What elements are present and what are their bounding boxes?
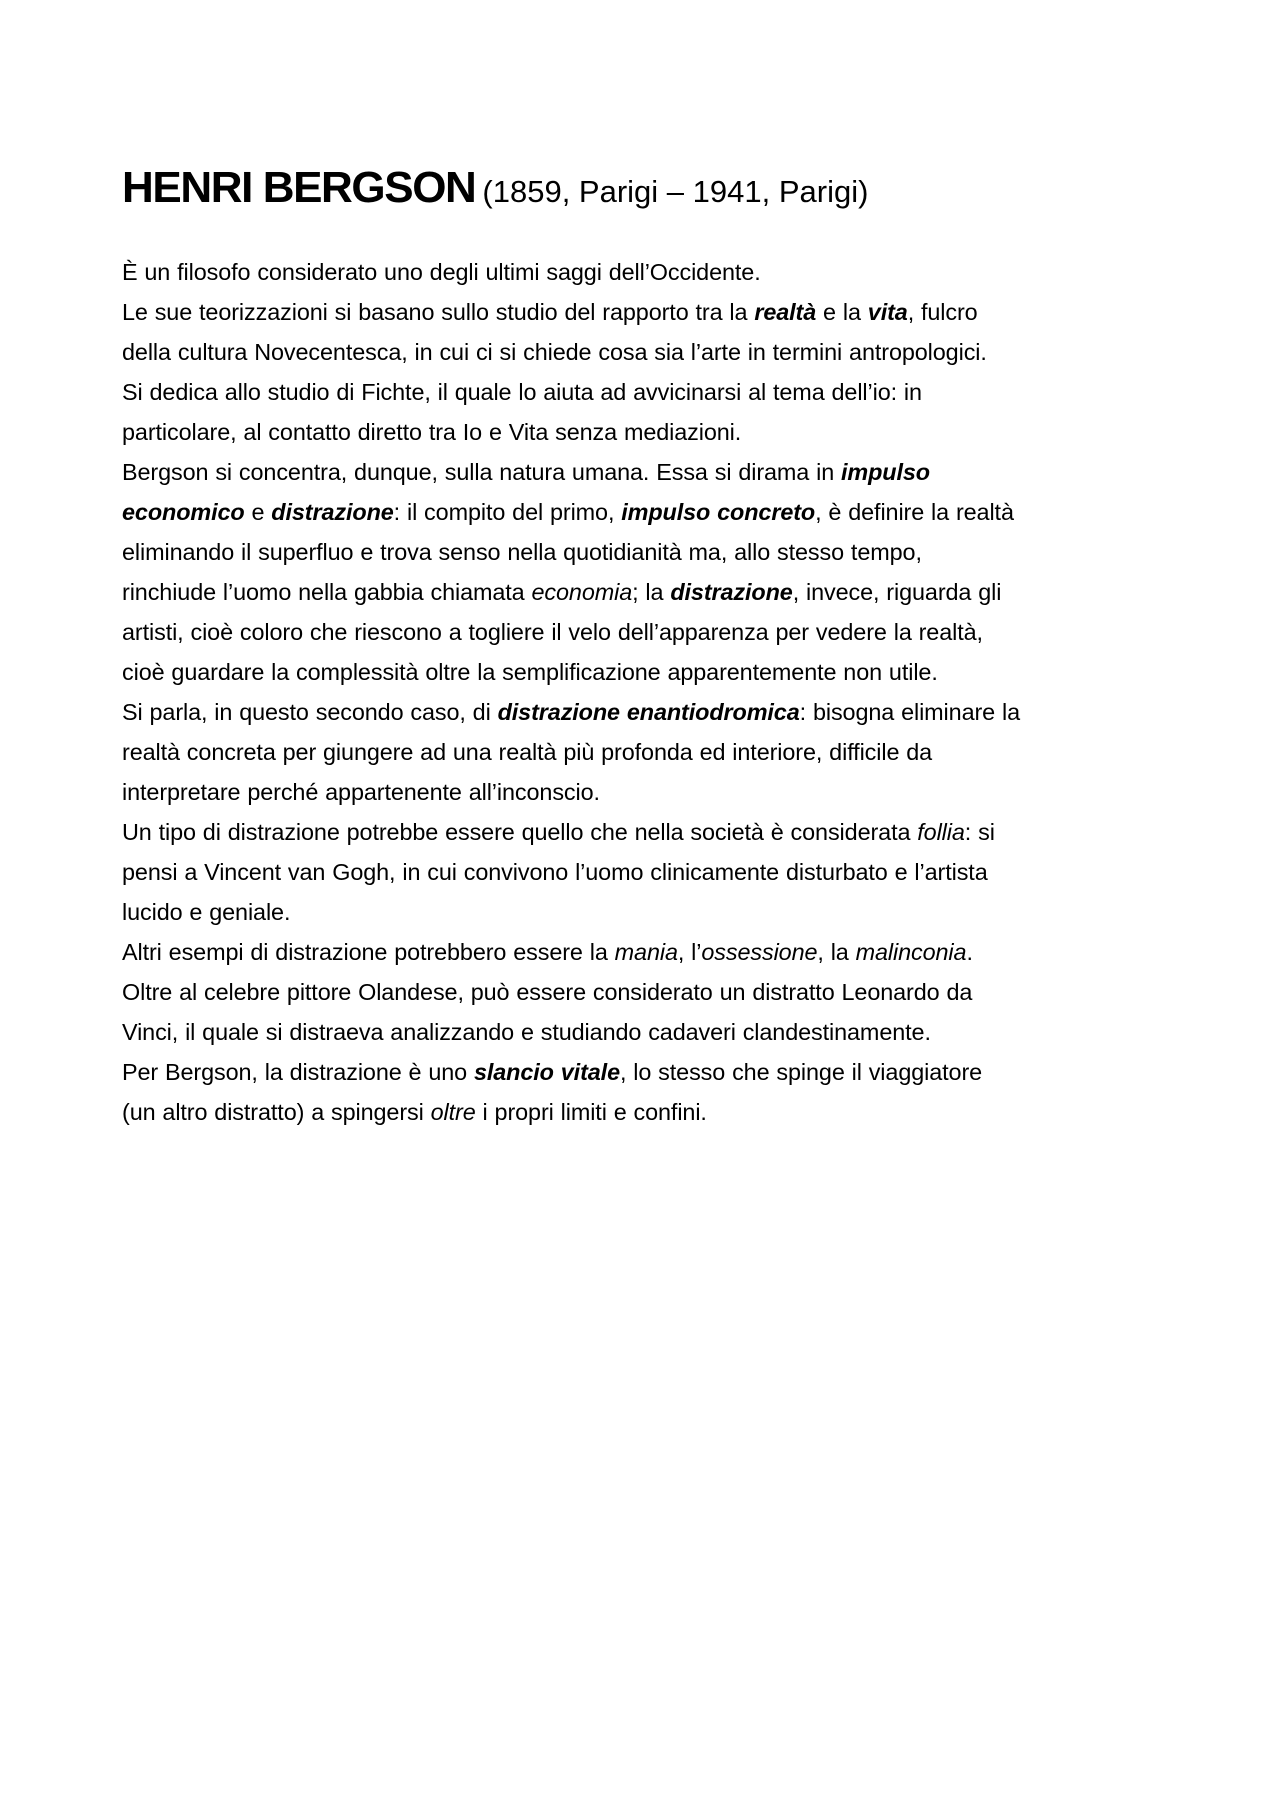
text-run: e [244,499,272,525]
text-line [122,612,1182,652]
emphasis-text: impulso [841,459,930,485]
bold-italic-run [754,299,816,325]
text-run: Oltre al celebre pittore Olandese, può essere considerato un distratto Leonardo da [122,979,973,1005]
text-run: Un tipo di distrazione potrebbe essere quello che nella società è considerata [122,819,918,845]
text-run: e la [816,299,868,325]
text-run: artisti, cioè coloro che riescono a togliere il velo dell’apparenza per vedere la realtà, [122,619,983,645]
italic-run: oltre [430,1099,476,1125]
text-run: della cultura Novecentesca, in cui ci si chiede cosa sia l’arte in termini antropologici. [122,339,987,365]
text-run: Si parla, in questo secondo caso, di [122,699,498,725]
emphasis-text: impulso concreto [621,499,816,525]
text-line [122,532,1182,572]
text-run: : il compito del primo, [393,499,622,525]
text-line [122,1092,1182,1132]
text-run: : bisogna eliminare la [799,699,1020,725]
text-line [122,972,1182,1012]
text-run: i propri limiti e confini. [475,1099,707,1125]
emphasis-text: distrazione [271,499,394,525]
emphasis-text: realtà [754,299,817,325]
document-page [122,160,1182,1132]
text-line [122,1052,1182,1092]
bold-italic-run [122,499,245,525]
text-line [122,292,1182,332]
text-line [122,492,1182,532]
text-line [122,332,1182,372]
emphasis-text: distrazione enantiodromica [497,699,800,725]
text-line [122,572,1182,612]
text-run: rinchiude l’uomo nella gabbia chiamata [122,579,532,605]
bold-italic-run [868,299,908,325]
text-line [122,732,1182,772]
document-body [122,252,1182,1132]
bold-italic-run [670,579,792,605]
text-run: Le sue teorizzazioni si basano sullo studio del rapporto tra la [122,299,755,325]
emphasis-text: vita [867,299,908,325]
text-run: cioè guardare la complessità oltre la semplificazione apparentemente non utile. [122,659,938,685]
bold-italic-run [474,1059,620,1085]
document-title [122,160,1182,226]
text-run: lucido e geniale. [122,899,291,925]
text-run: Vinci, il quale si distraeva analizzando e studiando cadaveri clandestinamente. [122,1019,931,1045]
text-run: realtà concreta per giungere ad una realtà più profonda ed interiore, difficile da [122,739,933,765]
text-run: , lo stesso che spinge il viaggiatore [619,1059,983,1085]
text-run: , l’ [677,939,702,965]
text-run: , è definire la realtà [815,499,1014,525]
italic-run: follia [917,819,965,845]
italic-run: mania [614,939,678,965]
title-dates: (1859, Parigi – 1941, Parigi) [482,174,869,209]
italic-run: ossessione [701,939,818,965]
text-run: , invece, riguarda gli [792,579,1002,605]
title-name: HENRI BERGSON [122,163,476,212]
text-line [122,452,1182,492]
text-run: : si [964,819,995,845]
text-run: pensi a Vincent van Gogh, in cui convivono l’uomo clinicamente disturbato e l’artista [122,859,988,885]
text-run: interpretare perché appartenente all’inconscio. [122,779,600,805]
text-run: particolare, al contatto diretto tra Io e Vita senza mediazioni. [122,419,742,445]
bold-italic-run [271,499,393,525]
emphasis-text: distrazione [670,579,793,605]
text-line [122,372,1182,412]
text-line [122,252,1182,292]
text-line [122,932,1182,972]
bold-italic-run [498,699,800,725]
text-run: , fulcro [907,299,978,325]
italic-run: economia [531,579,633,605]
text-run: Per Bergson, la distrazione è uno [122,1059,474,1085]
italic-run: malinconia [855,939,967,965]
bold-italic-run [621,499,815,525]
text-run: . [966,939,973,965]
bold-italic-run [841,459,930,485]
text-run: Bergson si concentra, dunque, sulla natura umana. Essa si dirama in [122,459,842,485]
text-line [122,1012,1182,1052]
text-run: Si dedica allo studio di Fichte, il quale lo aiuta ad avvicinarsi al tema dell’io: in [122,379,922,405]
text-run: eliminando il superfluo e trova senso nella quotidianità ma, allo stesso tempo, [122,539,922,565]
emphasis-text: economico [122,499,245,525]
text-line [122,892,1182,932]
text-run: (un altro distratto) a spingersi [122,1099,431,1125]
text-run: , la [817,939,856,965]
text-line [122,812,1182,852]
text-line [122,652,1182,692]
text-line [122,412,1182,452]
text-line [122,692,1182,732]
text-line [122,852,1182,892]
text-run: Altri esempi di distrazione potrebbero essere la [122,939,615,965]
text-run: È un filosofo considerato uno degli ultimi saggi dell’Occidente. [122,259,761,285]
text-run: ; la [632,579,671,605]
text-line [122,772,1182,812]
emphasis-text: slancio vitale [473,1059,620,1085]
